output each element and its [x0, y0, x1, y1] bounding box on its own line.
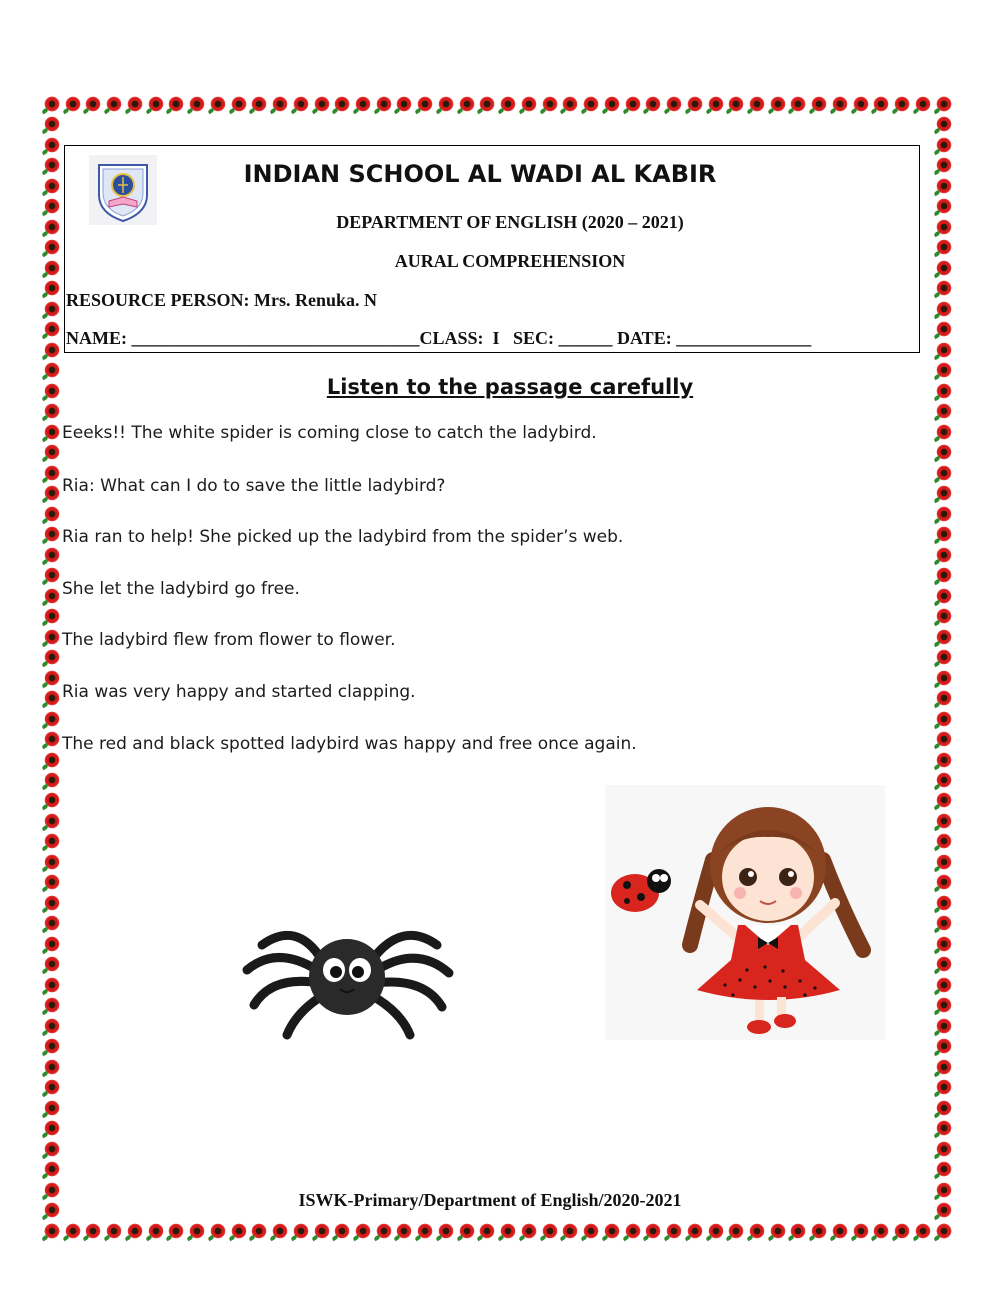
flower-border-icon	[936, 260, 952, 276]
flower-border-icon	[44, 96, 60, 112]
flower-border-icon	[936, 198, 952, 214]
flower-border-icon	[811, 1223, 827, 1239]
department-line: DEPARTMENT OF ENGLISH (2020 – 2021)	[336, 212, 684, 232]
flower-border-icon	[936, 629, 952, 645]
flower-border-icon	[189, 96, 205, 112]
flower-border-icon	[936, 956, 952, 972]
flower-border-icon	[936, 833, 952, 849]
flower-border-icon	[44, 1100, 60, 1116]
flower-border-icon	[272, 96, 288, 112]
flower-border-icon	[44, 956, 60, 972]
flower-border-icon	[687, 96, 703, 112]
flower-border-icon	[44, 280, 60, 296]
flower-border-icon	[749, 96, 765, 112]
flower-border-icon	[853, 96, 869, 112]
flower-border-icon	[65, 96, 81, 112]
flower-border-icon	[44, 588, 60, 604]
flower-border-icon	[936, 1223, 952, 1239]
flower-border-icon	[562, 1223, 578, 1239]
flower-border-left	[44, 96, 60, 1239]
flower-border-icon	[376, 96, 392, 112]
student-form-line[interactable]: NAME: ________________________________CLASS: I SEC: ______ DATE: _______________	[66, 328, 812, 348]
flower-border-icon	[666, 96, 682, 112]
flower-border-icon	[936, 444, 952, 460]
flower-border-icon	[936, 874, 952, 890]
flower-border-icon	[44, 608, 60, 624]
flower-border-icon	[44, 915, 60, 931]
flower-border-icon	[44, 383, 60, 399]
flower-border-icon	[85, 1223, 101, 1239]
flower-border-icon	[936, 1120, 952, 1136]
flower-border-icon	[728, 96, 744, 112]
school-name: INDIAN SCHOOL AL WADI AL KABIR	[243, 160, 717, 188]
flower-border-icon	[44, 772, 60, 788]
flower-border-icon	[873, 96, 889, 112]
flower-border-icon	[521, 96, 537, 112]
flower-border-icon	[293, 96, 309, 112]
passage-line: Eeeks!! The white spider is coming close to catch the ladybird.	[62, 423, 597, 443]
flower-border-icon	[936, 854, 952, 870]
flower-border-icon	[521, 1223, 537, 1239]
flower-border-icon	[65, 1223, 81, 1239]
flower-border-icon	[645, 1223, 661, 1239]
flower-border-icon	[44, 1182, 60, 1198]
flower-border-icon	[936, 465, 952, 481]
flower-border-icon	[44, 198, 60, 214]
flower-border-icon	[44, 362, 60, 378]
flower-border-icon	[44, 752, 60, 768]
flower-border-icon	[936, 485, 952, 501]
flower-border-icon	[376, 1223, 392, 1239]
flower-border-icon	[44, 731, 60, 747]
flower-border-icon	[770, 96, 786, 112]
flower-border-icon	[500, 96, 516, 112]
flower-border-icon	[936, 424, 952, 440]
flower-border-icon	[44, 895, 60, 911]
flower-border-icon	[417, 96, 433, 112]
flower-border-top	[44, 96, 952, 112]
flower-border-icon	[936, 792, 952, 808]
flower-border-icon	[44, 813, 60, 829]
flower-border-icon	[334, 1223, 350, 1239]
flower-border-icon	[604, 96, 620, 112]
flower-border-icon	[936, 301, 952, 317]
flower-border-icon	[936, 547, 952, 563]
flower-border-icon	[936, 280, 952, 296]
flower-border-icon	[44, 260, 60, 276]
flower-border-icon	[936, 690, 952, 706]
flower-border-icon	[44, 137, 60, 153]
flower-border-icon	[625, 96, 641, 112]
flower-border-icon	[915, 1223, 931, 1239]
flower-border-icon	[873, 1223, 889, 1239]
flower-border-icon	[604, 1223, 620, 1239]
flower-border-icon	[44, 792, 60, 808]
passage-title: Listen to the passage carefully	[326, 375, 694, 399]
flower-border-icon	[44, 670, 60, 686]
flower-border-icon	[936, 506, 952, 522]
flower-border-icon	[936, 96, 952, 112]
flower-border-icon	[44, 977, 60, 993]
flower-border-icon	[645, 96, 661, 112]
flower-border-icon	[314, 1223, 330, 1239]
flower-border-icon	[44, 690, 60, 706]
flower-border-icon	[936, 711, 952, 727]
flower-border-icon	[936, 977, 952, 993]
flower-border-icon	[936, 178, 952, 194]
flower-border-icon	[189, 1223, 205, 1239]
flower-border-icon	[44, 219, 60, 235]
flower-border-icon	[936, 915, 952, 931]
flower-border-icon	[44, 1202, 60, 1218]
flower-border-icon	[355, 96, 371, 112]
flower-border-icon	[936, 649, 952, 665]
flower-border-icon	[231, 96, 247, 112]
flower-border-icon	[44, 547, 60, 563]
flower-border-icon	[936, 772, 952, 788]
flower-border-icon	[936, 608, 952, 624]
flower-border-icon	[936, 137, 952, 153]
flower-border-icon	[44, 874, 60, 890]
flower-border-icon	[251, 96, 267, 112]
flower-border-icon	[168, 96, 184, 112]
school-crest-icon	[89, 155, 157, 225]
flower-border-icon	[936, 1059, 952, 1075]
flower-border-icon	[459, 1223, 475, 1239]
flower-border-icon	[438, 96, 454, 112]
flower-border-icon	[936, 731, 952, 747]
flower-border-icon	[44, 424, 60, 440]
flower-border-icon	[438, 1223, 454, 1239]
flower-border-icon	[168, 1223, 184, 1239]
flower-border-icon	[44, 936, 60, 952]
flower-border-icon	[936, 403, 952, 419]
flower-border-icon	[44, 157, 60, 173]
flower-border-icon	[44, 1059, 60, 1075]
flower-border-icon	[583, 96, 599, 112]
flower-border-icon	[542, 96, 558, 112]
flower-border-icon	[936, 936, 952, 952]
flower-border-icon	[708, 1223, 724, 1239]
flower-border-icon	[44, 1038, 60, 1054]
flower-border-icon	[44, 649, 60, 665]
flower-border-icon	[936, 895, 952, 911]
flower-border-icon	[293, 1223, 309, 1239]
flower-border-icon	[459, 96, 475, 112]
flower-border-icon	[44, 567, 60, 583]
flower-border-icon	[44, 1079, 60, 1095]
flower-border-icon	[44, 239, 60, 255]
flower-border-icon	[44, 485, 60, 501]
flower-border-icon	[44, 711, 60, 727]
flower-border-icon	[936, 1018, 952, 1034]
flower-border-icon	[106, 96, 122, 112]
flower-border-icon	[915, 96, 931, 112]
flower-border-icon	[936, 239, 952, 255]
flower-border-icon	[44, 342, 60, 358]
flower-border-icon	[936, 567, 952, 583]
flower-border-icon	[44, 1141, 60, 1157]
flower-border-icon	[749, 1223, 765, 1239]
flower-border-icon	[936, 1161, 952, 1177]
flower-border-icon	[936, 219, 952, 235]
flower-border-icon	[936, 1079, 952, 1095]
passage-line: She let the ladybird go free.	[62, 579, 300, 599]
flower-border-icon	[583, 1223, 599, 1239]
flower-border-icon	[479, 96, 495, 112]
flower-border-icon	[790, 1223, 806, 1239]
passage-line: Ria was very happy and started clapping.	[62, 682, 416, 702]
flower-border-icon	[811, 96, 827, 112]
flower-border-icon	[542, 1223, 558, 1239]
flower-border-icon	[355, 1223, 371, 1239]
flower-border-icon	[790, 96, 806, 112]
passage-line: The ladybird flew from flower to flower.	[62, 630, 396, 650]
flower-border-icon	[44, 833, 60, 849]
flower-border-icon	[44, 1120, 60, 1136]
flower-border-icon	[936, 383, 952, 399]
flower-border-icon	[44, 444, 60, 460]
resource-person: RESOURCE PERSON: Mrs. Renuka. N	[66, 290, 378, 310]
flower-border-icon	[832, 96, 848, 112]
flower-border-icon	[417, 1223, 433, 1239]
flower-border-icon	[936, 997, 952, 1013]
flower-border-icon	[894, 96, 910, 112]
flower-border-icon	[936, 752, 952, 768]
flower-border-icon	[936, 1202, 952, 1218]
flower-border-icon	[666, 1223, 682, 1239]
flower-border-right	[936, 96, 952, 1239]
flower-border-icon	[44, 178, 60, 194]
flower-border-icon	[314, 96, 330, 112]
flower-border-icon	[231, 1223, 247, 1239]
girl-with-ladybird-icon	[605, 785, 885, 1040]
flower-border-bottom	[44, 1223, 952, 1239]
flower-border-icon	[936, 116, 952, 132]
passage-line: Ria: What can I do to save the little ladybird?	[62, 476, 446, 496]
flower-border-icon	[936, 1141, 952, 1157]
flower-border-icon	[396, 1223, 412, 1239]
flower-border-icon	[936, 588, 952, 604]
flower-border-icon	[936, 1100, 952, 1116]
flower-border-icon	[936, 1038, 952, 1054]
flower-border-icon	[832, 1223, 848, 1239]
flower-border-icon	[44, 629, 60, 645]
flower-border-icon	[106, 1223, 122, 1239]
flower-border-icon	[708, 96, 724, 112]
flower-border-icon	[85, 96, 101, 112]
subject-line: AURAL COMPREHENSION	[394, 251, 626, 271]
flower-border-icon	[44, 465, 60, 481]
flower-border-icon	[44, 321, 60, 337]
flower-border-icon	[936, 813, 952, 829]
flower-border-icon	[396, 96, 412, 112]
flower-border-icon	[770, 1223, 786, 1239]
flower-border-icon	[148, 1223, 164, 1239]
footer-text: ISWK-Primary/Department of English/2020-2021	[298, 1190, 682, 1210]
flower-border-icon	[853, 1223, 869, 1239]
flower-border-icon	[210, 1223, 226, 1239]
flower-border-icon	[936, 526, 952, 542]
flower-border-icon	[44, 526, 60, 542]
flower-border-icon	[500, 1223, 516, 1239]
flower-border-icon	[894, 1223, 910, 1239]
flower-border-icon	[936, 342, 952, 358]
flower-border-icon	[272, 1223, 288, 1239]
flower-border-icon	[251, 1223, 267, 1239]
flower-border-icon	[936, 362, 952, 378]
flower-border-icon	[44, 301, 60, 317]
flower-border-icon	[44, 1223, 60, 1239]
flower-border-icon	[44, 116, 60, 132]
flower-border-icon	[479, 1223, 495, 1239]
flower-border-icon	[127, 96, 143, 112]
flower-border-icon	[936, 157, 952, 173]
flower-border-icon	[44, 506, 60, 522]
flower-border-icon	[728, 1223, 744, 1239]
spider-icon	[242, 915, 454, 1040]
flower-border-icon	[44, 997, 60, 1013]
passage-line: Ria ran to help! She picked up the ladybird from the spider’s web.	[62, 527, 624, 547]
flower-border-icon	[44, 403, 60, 419]
flower-border-icon	[936, 670, 952, 686]
flower-border-icon	[44, 1018, 60, 1034]
flower-border-icon	[687, 1223, 703, 1239]
flower-border-icon	[44, 1161, 60, 1177]
flower-border-icon	[148, 96, 164, 112]
flower-border-icon	[936, 1182, 952, 1198]
passage-line: The red and black spotted ladybird was happy and free once again.	[62, 734, 637, 754]
flower-border-icon	[625, 1223, 641, 1239]
flower-border-icon	[334, 96, 350, 112]
flower-border-icon	[562, 96, 578, 112]
flower-border-icon	[127, 1223, 143, 1239]
flower-border-icon	[936, 321, 952, 337]
flower-border-icon	[210, 96, 226, 112]
flower-border-icon	[44, 854, 60, 870]
